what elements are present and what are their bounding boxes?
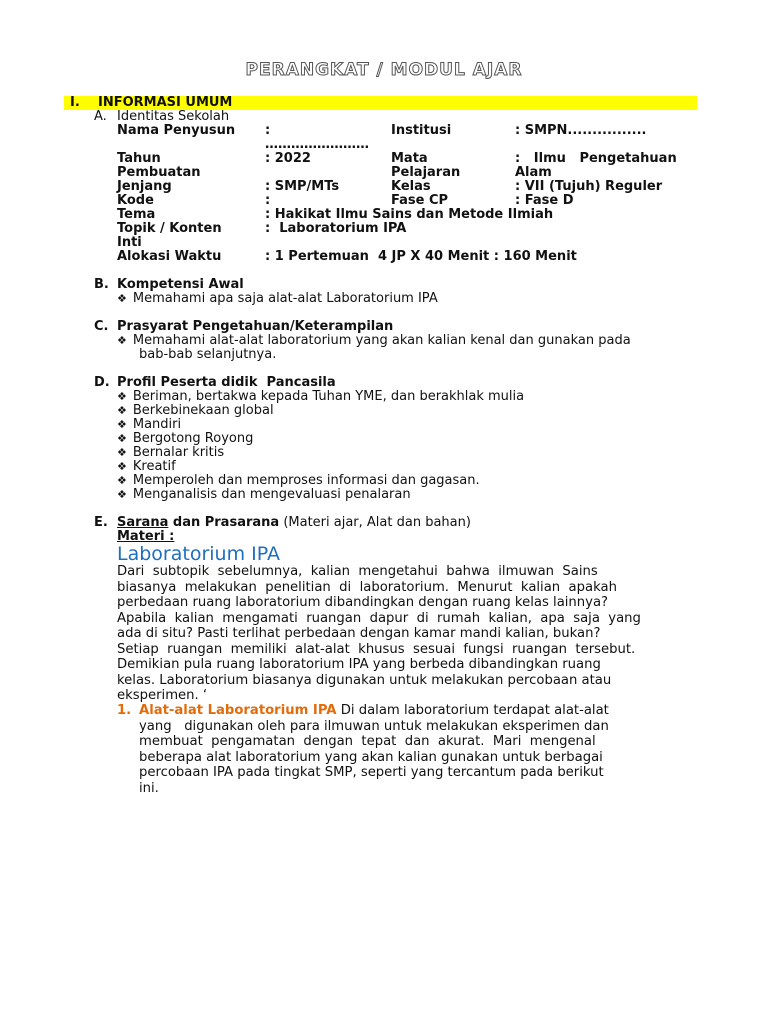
- materi-label: Materi :: [117, 529, 175, 544]
- item-number: 1.: [117, 703, 132, 718]
- diamond-bullet-icon: ❖: [117, 474, 127, 487]
- value-topik: : Laboratorium IPA: [265, 221, 407, 236]
- diamond-bullet-icon: ❖: [117, 292, 127, 305]
- list-item: ❖ Menganalisis dan mengevaluasi penalaran: [117, 487, 411, 502]
- section-c-letter: C.: [94, 319, 109, 334]
- value-mata: : Ilmu Pengetahuan: [515, 151, 677, 166]
- item-alat-laboratorium: Alat-alat Laboratorium IPA Di dalam laboratorium terdapat alat-alat yang digunakan oleh para ilmuwan untuk melakukan eksperimen dan membuat pengamatan dengan tepat dan akurat. Mari mengenal beberapa alat laboratorium yang akan kalian gunakan untuk berbagai percobaan IPA pada tingkat SMP, seperti yang tercantum pada berikut ini.: [139, 703, 609, 796]
- profile-list: [117, 390, 524, 502]
- section-b-letter: B.: [94, 277, 109, 292]
- section-a-letter: A.: [94, 109, 107, 124]
- value-nama: ……………………: [265, 137, 369, 152]
- list-item: ❖ Memahami apa saja alat-alat Laboratorium IPA: [117, 291, 438, 306]
- diamond-bullet-icon: ❖: [117, 488, 127, 501]
- diamond-bullet-icon: ❖: [117, 334, 127, 347]
- list-item: ❖ Mandiri: [117, 417, 182, 432]
- section-b-title: Kompetensi Awal: [117, 277, 244, 292]
- value-mata-2: Alam: [515, 165, 552, 180]
- list-item: ❖ Bergotong Royong: [117, 431, 254, 446]
- section-d-title: Profil Peserta didik Pancasila: [117, 375, 336, 390]
- list-item: ❖ Kreatif: [117, 459, 176, 474]
- value-fase: : Fase D: [515, 193, 574, 208]
- materi-heading: Laboratorium IPA: [117, 543, 280, 565]
- value-kelas: : VII (Tujuh) Reguler: [515, 179, 663, 194]
- item-title: Alat-alat Laboratorium IPA: [139, 703, 337, 718]
- colon: :: [265, 123, 271, 138]
- diamond-bullet-icon: ❖: [117, 460, 127, 473]
- materi-paragraph: Dari subtopik sebelumnya, kalian mengetahui bahwa ilmuwan Sains biasanya melakukan penelitian di laboratorium. Menurut kalian apakah perbedaan ruang laboratorium dibandingkan dengan ruang kelas lainnya? Apabila kalian mengamati ruangan dapur di rumah kalian, apa saja yang ada di situ? Pasti terlihat perbedaan dengan kamar mandi kalian, bukan? Setiap ruangan memiliki alat-alat khusus sesuai fungsi ruangan tersebut. Demikian pula ruang laboratorium IPA yang berbeda dibandingkan ruang kelas. Laboratorium biasanya digunakan untuk melakukan percobaan atau eksperimen. ‘: [117, 564, 641, 703]
- label-kelas: Kelas: [391, 179, 431, 194]
- diamond-bullet-icon: ❖: [117, 432, 127, 445]
- label-institusi: Institusi: [391, 123, 452, 138]
- value-institusi: : SMPN................: [515, 123, 647, 138]
- label-kode: Kode: [117, 193, 154, 208]
- value-tema: : Hakikat Ilmu Sains dan Metode Ilmiah: [265, 207, 554, 222]
- value-jenjang: : SMP/MTs: [265, 179, 340, 194]
- label-jenjang: Jenjang: [117, 179, 172, 194]
- label-mata-2: Pelajaran: [391, 165, 461, 180]
- label-tahun-2: Pembuatan: [117, 165, 201, 180]
- label-topik: Topik / Konten: [117, 221, 222, 236]
- list-item: ❖ Beriman, bertakwa kepada Tuhan YME, dan berakhlak mulia: [117, 389, 525, 404]
- label-tema: Tema: [117, 207, 156, 222]
- diamond-bullet-icon: ❖: [117, 404, 127, 417]
- diamond-bullet-icon: ❖: [117, 418, 127, 431]
- section-c-title: Prasyarat Pengetahuan/Keterampilan: [117, 319, 394, 334]
- section-e-title: Sarana dan Prasarana (Materi ajar, Alat dan bahan): [117, 515, 471, 530]
- label-fase: Fase CP: [391, 193, 449, 208]
- label-topik-2: Inti: [117, 235, 142, 250]
- list-item: ❖ Bernalar kritis: [117, 445, 225, 460]
- list-item-continued: bab-bab selanjutnya.: [139, 347, 277, 362]
- label-nama: Nama Penyusun: [117, 123, 236, 138]
- section-title: INFORMASI UMUM: [98, 95, 233, 110]
- label-alokasi: Alokasi Waktu: [117, 249, 222, 264]
- section-a-title: Identitas Sekolah: [117, 109, 230, 124]
- value-kode: :: [265, 193, 271, 208]
- section-e-letter: E.: [94, 515, 108, 530]
- list-item: ❖ Memperoleh dan memproses informasi dan gagasan.: [117, 473, 480, 488]
- label-mata: Mata: [391, 151, 428, 166]
- diamond-bullet-icon: ❖: [117, 446, 127, 459]
- document-title: PERANGKAT / MODUL AJAR: [245, 60, 523, 80]
- section-d-letter: D.: [94, 375, 110, 390]
- value-tahun: : 2022: [265, 151, 311, 166]
- list-item: ❖ Memahami alat-alat laboratorium yang akan kalian kenal dan gunakan pada: [117, 333, 631, 348]
- value-alokasi: : 1 Pertemuan 4 JP X 40 Menit : 160 Menit: [265, 249, 577, 264]
- list-item: ❖ Berkebinekaan global: [117, 403, 274, 418]
- diamond-bullet-icon: ❖: [117, 390, 127, 403]
- section-number: I.: [70, 95, 80, 110]
- label-tahun: Tahun: [117, 151, 161, 166]
